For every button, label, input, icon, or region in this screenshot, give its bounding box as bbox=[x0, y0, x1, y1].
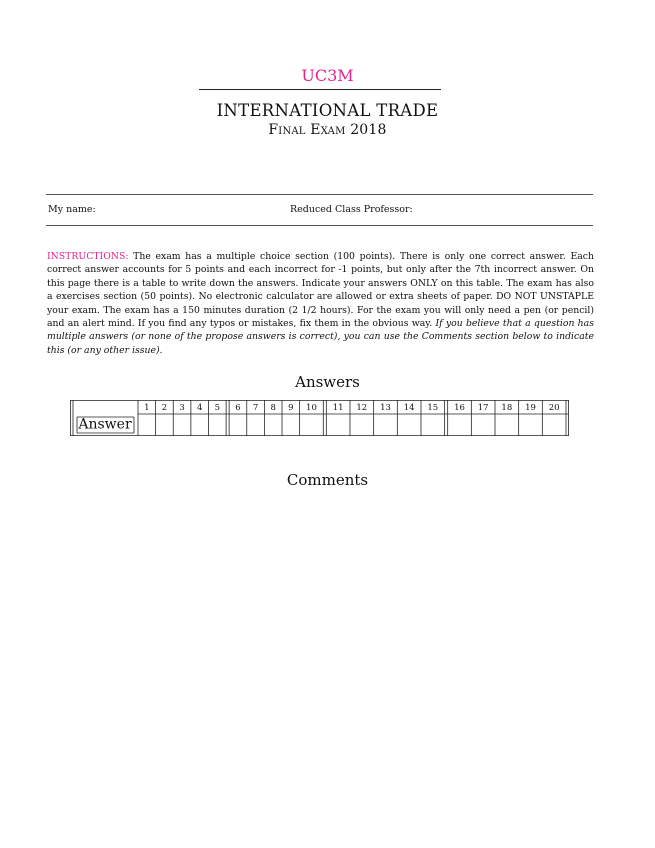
question-number-20: 20 bbox=[548, 403, 560, 413]
question-number-5: 5 bbox=[214, 403, 221, 413]
question-number-12: 12 bbox=[356, 403, 368, 413]
question-number-17: 17 bbox=[477, 403, 489, 413]
question-number-7: 7 bbox=[252, 403, 259, 413]
question-number-3: 3 bbox=[179, 403, 185, 413]
question-number-2: 2 bbox=[161, 403, 168, 413]
question-number-15: 15 bbox=[427, 403, 439, 413]
name-field-top-rule bbox=[46, 194, 593, 195]
name-field-bottom-rule bbox=[46, 225, 593, 226]
answers-heading: Answers bbox=[295, 373, 360, 391]
question-number-1: 1 bbox=[144, 403, 150, 413]
question-number-16: 16 bbox=[454, 403, 465, 413]
title-rule bbox=[199, 89, 441, 90]
question-number-11: 11 bbox=[332, 403, 344, 413]
instructions-paragraph bbox=[47, 250, 594, 357]
name-field-label: My name: bbox=[48, 204, 96, 215]
question-number-9: 9 bbox=[288, 403, 294, 413]
question-number-14: 14 bbox=[403, 403, 415, 413]
answer-row-label: Answer bbox=[78, 416, 132, 433]
question-number-10: 10 bbox=[306, 403, 317, 413]
exam-title: INTERNATIONAL TRADE bbox=[216, 101, 439, 120]
exam-subtitle: Final Exam 2018 bbox=[268, 122, 387, 138]
instructions-label: INSTRUCTIONS: bbox=[47, 251, 129, 262]
professor-field-label: Reduced Class Professor: bbox=[290, 204, 413, 215]
institution-name: UC3M bbox=[301, 66, 354, 85]
answers-table bbox=[70, 400, 569, 436]
question-number-19: 19 bbox=[525, 403, 536, 413]
instructions-italic-text: If you believe that a question has multiple answers (or none of the propose answers is correct), you can use the Comments section below to indicate this (or any other issue). bbox=[47, 318, 594, 356]
question-number-18: 18 bbox=[501, 403, 513, 413]
question-number-13: 13 bbox=[380, 403, 391, 413]
question-number-8: 8 bbox=[270, 403, 276, 413]
instructions-text: The exam has a multiple choice section (100 points). There is only one correct answer. Each correct answer accounts for 5 points and each incorrect for -1 points, but only after the 7th incorrect answer. On this page there is a table to write down the answers. Indicate your answers ONLY on this table. The exam has also a exercises section (50 points). No electronic calculator are allowed or extra sheets of paper. DO NOT UNSTAPLE your exam. The exam has a 150 minutes duration (2 1/2 hours). For the exam you will only need a pen (or pencil) and an alert mind. If you find any typos or mistakes, fix them in the obvious way. bbox=[47, 251, 594, 330]
question-number-6: 6 bbox=[235, 403, 241, 413]
comments-heading: Comments bbox=[286, 471, 369, 489]
question-number-4: 4 bbox=[196, 403, 203, 413]
